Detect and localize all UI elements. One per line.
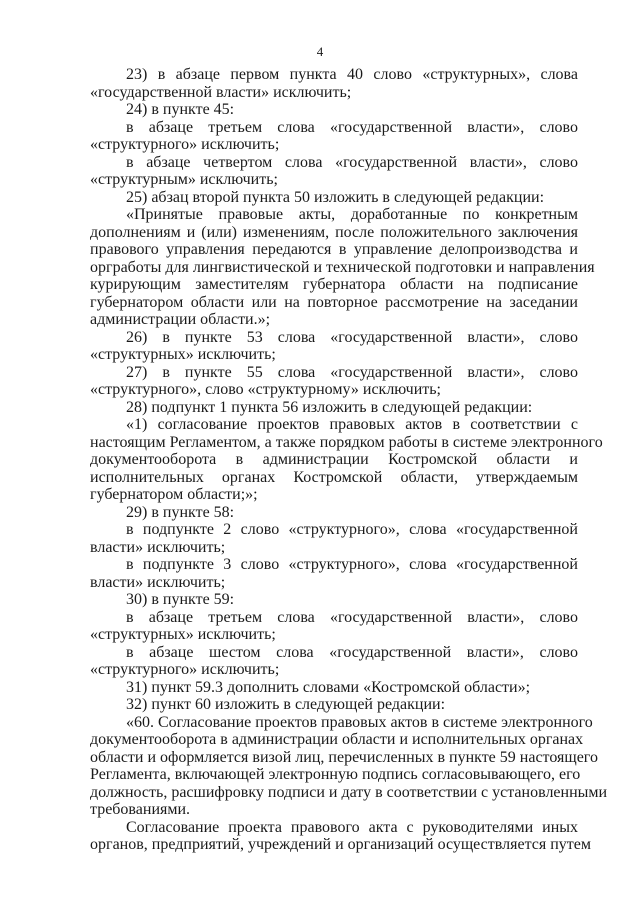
text-line: «структурных» исключить; xyxy=(90,346,276,363)
text-line: «Принятые правовые акты, доработанные по конкретным xyxy=(126,206,578,223)
text-line: в абзаце четвертом слова «государственной власти», слово xyxy=(126,153,578,171)
text-line: в абзаце третьем слова «государственной власти», слово xyxy=(126,608,578,626)
text-line: 25) абзац второй пункта 50 изложить в следующей редакции: xyxy=(126,188,545,206)
text-line: «структурного», слово «структурному» исключить; xyxy=(90,381,441,398)
page-number: 4 xyxy=(316,44,324,59)
text-line: исполнительных органах Костромской области, утверждаемым xyxy=(90,468,578,486)
text-line: в подпункте 2 слово «структурного», слова «государственной xyxy=(126,521,578,538)
text-line: органов, предприятий, учреждений и организаций осуществляется путем xyxy=(90,836,591,853)
text-line: «государственной власти» исключить; xyxy=(90,83,352,101)
text-line: курирующим заместителям губернатора области на подписание xyxy=(90,276,578,293)
text-line: 28) подпункт 1 пункта 56 изложить в следующей редакции: xyxy=(126,398,533,416)
text-line: 23) в абзаце первом пункта 40 слово «структурных», слова xyxy=(126,66,578,83)
text-line: 31) пункт 59.3 дополнить словами «Костромской области»; xyxy=(126,678,531,696)
text-line: «структурным» исключить; xyxy=(90,171,278,188)
text-line: 27) в пункте 55 слова «государственной власти», слово xyxy=(126,363,578,381)
text-line: губернатором области или на повторное рассмотрение на заседании xyxy=(90,293,578,311)
text-line: области и оформляется визой лиц, перечисленных в пункте 59 настоящего xyxy=(90,748,598,766)
text-line: 32) пункт 60 изложить в следующей редакции: xyxy=(126,696,446,713)
text-line: в подпункте 3 слово «структурного», слова «государственной xyxy=(126,556,578,573)
text-line: в абзаце третьем слова «государственной власти», слово xyxy=(126,118,578,136)
text-line: 30) в пункте 59: xyxy=(126,591,235,608)
text-line: «60. Согласование проектов правовых актов в системе электронного xyxy=(126,713,593,731)
text-line: настоящим Регламентом, а также порядком работы в системе электронного xyxy=(90,433,603,451)
text-line: 24) в пункте 45: xyxy=(126,101,235,118)
text-line: Согласование проекта правового акта с руководителями иных xyxy=(126,818,578,836)
text-line: администрации области.»; xyxy=(90,311,271,328)
text-line: документооборота в администрации области и исполнительных органах xyxy=(90,731,584,748)
text-line: «структурного» исключить; xyxy=(90,661,280,678)
document-body xyxy=(90,66,608,854)
text-line: требованиями. xyxy=(90,801,191,818)
text-line: 26) в пункте 53 слова «государственной власти», слово xyxy=(126,328,578,346)
text-line: правового управления передаются в управление делопроизводства и xyxy=(90,241,578,258)
text-line: дополнениям и (или) изменениям, после положительного заключения xyxy=(90,223,578,241)
text-line: «1) согласование проектов правовых актов в соответствии с xyxy=(126,416,578,433)
text-line: должность, расшифровку подписи и дату в соответствии с установленными xyxy=(90,783,608,801)
text-line: оргработы для лингвистической и технической подготовки и направления xyxy=(90,258,595,276)
text-line: 29) в пункте 58: xyxy=(126,503,235,521)
text-line: власти» исключить; xyxy=(90,573,226,591)
text-line: «структурных» исключить; xyxy=(90,626,276,643)
text-line: губернатором области;»; xyxy=(90,486,258,503)
text-line: власти» исключить; xyxy=(90,538,226,556)
text-line: в абзаце шестом слова «государственной власти», слово xyxy=(126,643,578,661)
text-line: «структурного» исключить; xyxy=(90,136,280,153)
text-line: документооборота в администрации Костромской области и xyxy=(90,451,578,468)
text-line: Регламента, включающей электронную подпись согласовывающего, его xyxy=(90,766,581,783)
